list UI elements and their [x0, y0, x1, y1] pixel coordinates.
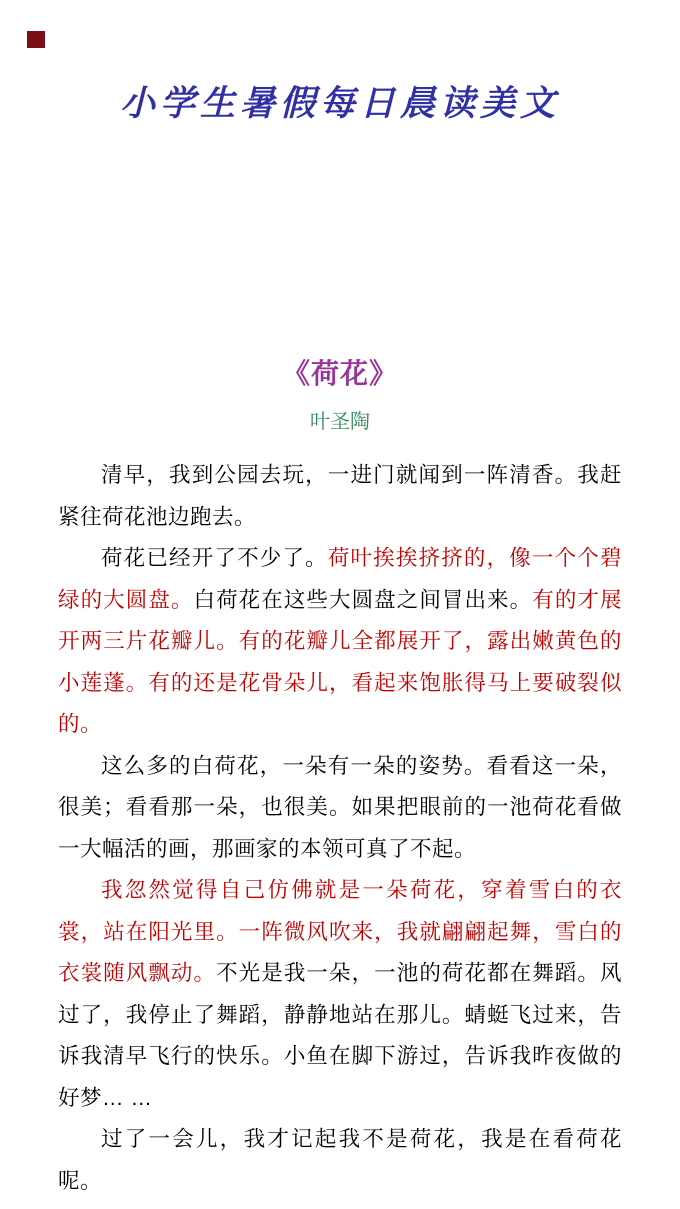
- article: [0, 352, 680, 1202]
- article-title: 《荷花》: [281, 358, 398, 389]
- text-segment-red: 有的才展开两三片花瓣儿。有的花瓣儿全都展开了，露出嫩黄色的小莲蓬。有的还是花骨朵儿，看起来饱胀得马上要破裂似的。: [58, 587, 622, 736]
- text-segment-black: 不光是我一朵，一池的荷花都在舞蹈。风过了，我停止了舞蹈，静静地站在那儿。蜻蜓飞过来，告诉我清早飞行的快乐。小鱼在脚下游过，告诉我昨夜做的好梦… …: [58, 961, 622, 1110]
- text-segment-black: 这么多的白荷花，一朵有一朵的姿势。看看这一朵，很美；看看那一朵，也很美。如果把眼前的一池荷花看做一大幅活的画，那画家的本领可真了不起。: [58, 753, 622, 861]
- paragraph: [58, 538, 622, 746]
- text-segment-black: 荷花已经开了不少了。: [101, 546, 328, 570]
- paragraph: [58, 870, 622, 1119]
- text-segment-black: 过了一会儿，我才记起我不是荷花，我是在看荷花呢。: [58, 1127, 622, 1193]
- paragraph: [58, 455, 622, 538]
- paragraph: [58, 746, 622, 871]
- paragraph: [58, 1119, 622, 1202]
- banner-title: 小学生暑假每日晨读美文: [119, 83, 560, 124]
- text-segment-black: 白荷花在这些大圆盘之间冒出来。: [193, 587, 533, 612]
- text-segment-black: 清早，我到公园去玩，一进门就闻到一阵清香。我赶紧往荷花池边跑去。: [58, 463, 622, 529]
- text-segment-red: 我忽然觉得自己仿佛就是一朵荷花，穿着雪白的衣裳，站在阳光里。一阵微风吹来，我就翩翩起舞，雪白的衣裳随风飘动。: [58, 878, 622, 985]
- corner-marker-square: [27, 31, 45, 48]
- article-author: 叶圣陶: [310, 411, 370, 433]
- article-body: [58, 455, 622, 1202]
- text-segment-red: 荷叶挨挨挤挤的，像一个个碧绿的大圆盘。: [58, 546, 622, 612]
